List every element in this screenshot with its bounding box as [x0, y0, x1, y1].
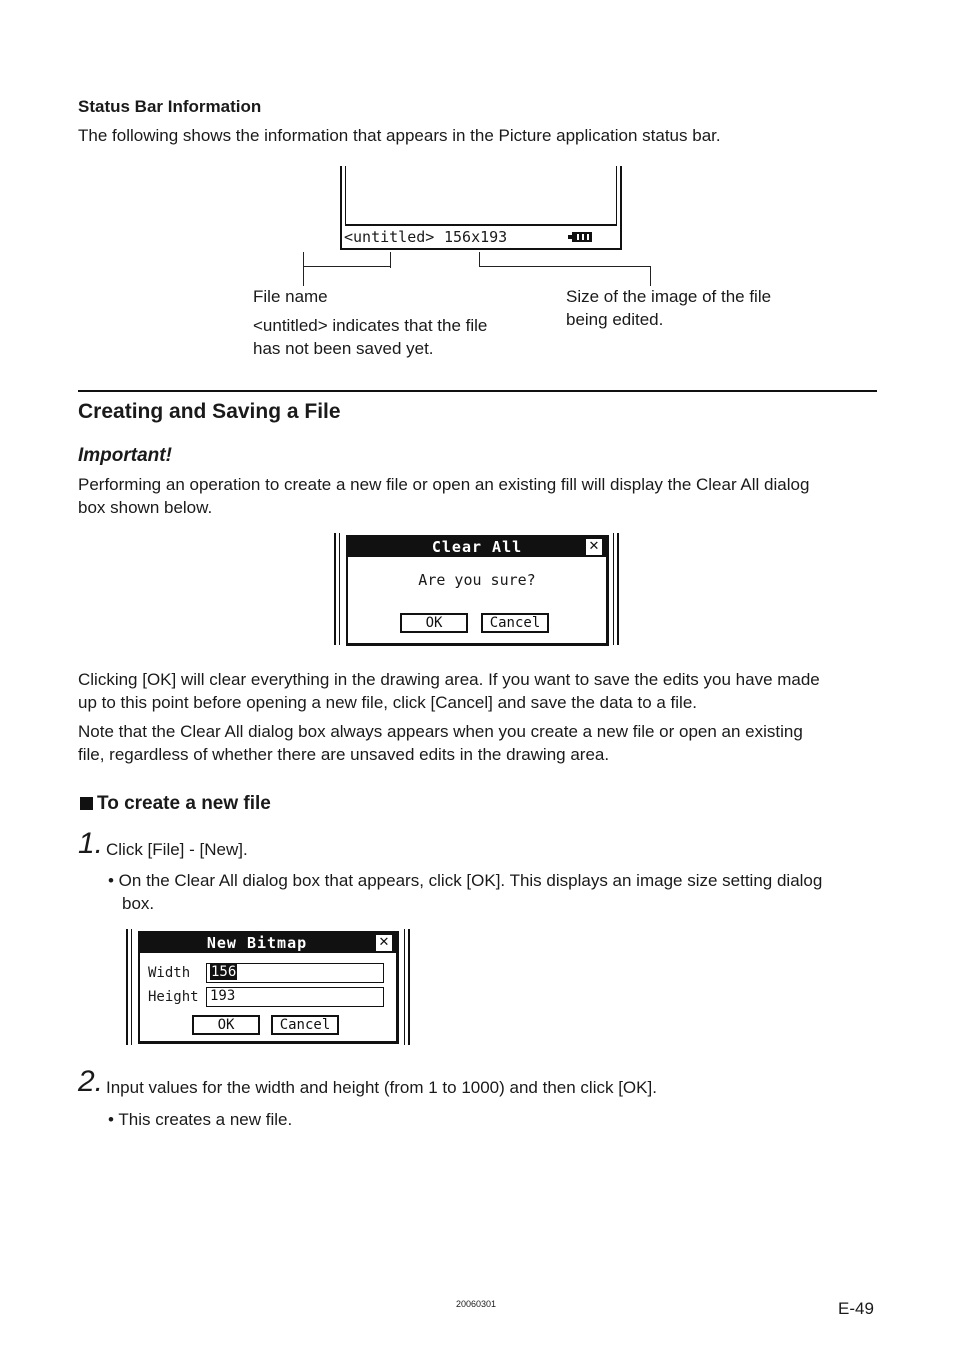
note-para-line2: file, regardless of whether there are unsaved edits in the drawing area. — [78, 745, 610, 764]
height-value: 193 — [210, 988, 236, 1004]
step-2-text: Input values for the width and height (from 1 to 1000) and then click [OK]. — [106, 1078, 657, 1097]
battery-icon — [572, 232, 592, 242]
clicking-ok-para-line1: Clicking [OK] will clear everything in the drawing area. If you want to save the edits you have made — [78, 670, 820, 689]
section-divider — [78, 390, 877, 392]
callout-file-name: File name — [253, 287, 328, 306]
step-2-bullet: • This creates a new file. — [108, 1110, 293, 1129]
height-field[interactable] — [206, 987, 384, 1007]
width-value: 156 — [211, 964, 237, 980]
step-1-text: Click [File] - [New]. — [106, 840, 248, 859]
height-label: Height — [148, 989, 199, 1005]
clicking-ok-para-line2: up to this point before opening a new file, click [Cancel] and save the data to a file. — [78, 693, 697, 712]
procedure-heading: To create a new file — [97, 793, 271, 814]
step-1-number: 1. — [78, 827, 104, 860]
important-para-line2: box shown below. — [78, 498, 213, 517]
section-title: Creating and Saving a File — [78, 400, 341, 423]
callout-size-line1: Size of the image of the file — [566, 287, 772, 306]
close-icon[interactable]: ✕ — [376, 935, 392, 951]
callout-untitled-line2: has not been saved yet. — [253, 339, 434, 358]
important-para-line1: Performing an operation to create a new file or open an existing fill will display the Clear All dialog — [78, 475, 810, 494]
new-bitmap-title: New Bitmap — [140, 933, 374, 953]
clear-all-dialog — [346, 535, 609, 646]
clear-all-dialog-screenshot — [334, 533, 619, 645]
status-bar-intro: The following shows the information that appears in the Picture application status bar. — [78, 126, 721, 145]
new-bitmap-dialog-screenshot — [126, 929, 410, 1045]
ok-button[interactable]: OK — [192, 1015, 260, 1035]
width-field[interactable] — [206, 963, 384, 983]
step-1-bullet-line1: • On the Clear All dialog box that appears, click [OK]. This displays an image size setting dialog — [108, 871, 823, 890]
page-number: E-49 — [838, 1299, 874, 1318]
cancel-button[interactable]: Cancel — [271, 1015, 339, 1035]
square-bullet-icon — [80, 797, 93, 810]
step-1-bullet-line2: box. — [122, 894, 155, 913]
clear-all-message: Are you sure? — [418, 571, 536, 589]
status-bar-heading: Status Bar Information — [78, 97, 262, 116]
note-para-line1: Note that the Clear All dialog box always appears when you create a new file or open an existing — [78, 722, 803, 741]
status-bar-screenshot — [340, 166, 622, 252]
step-2-number: 2. — [78, 1065, 104, 1098]
doc-code: 20060301 — [456, 1299, 497, 1309]
cancel-button[interactable]: Cancel — [481, 613, 549, 633]
new-bitmap-dialog — [138, 931, 399, 1044]
important-label: Important! — [78, 445, 172, 466]
ok-button[interactable]: OK — [400, 613, 468, 633]
status-size-label: 156x193 — [444, 228, 508, 246]
status-file-label: <untitled> — [344, 228, 435, 246]
width-label: Width — [148, 965, 191, 981]
callout-untitled-line1: <untitled> indicates that the file — [253, 316, 488, 335]
close-icon[interactable]: ✕ — [586, 539, 602, 555]
clear-all-title: Clear All — [348, 537, 606, 557]
callout-size-line2: being edited. — [566, 310, 664, 329]
